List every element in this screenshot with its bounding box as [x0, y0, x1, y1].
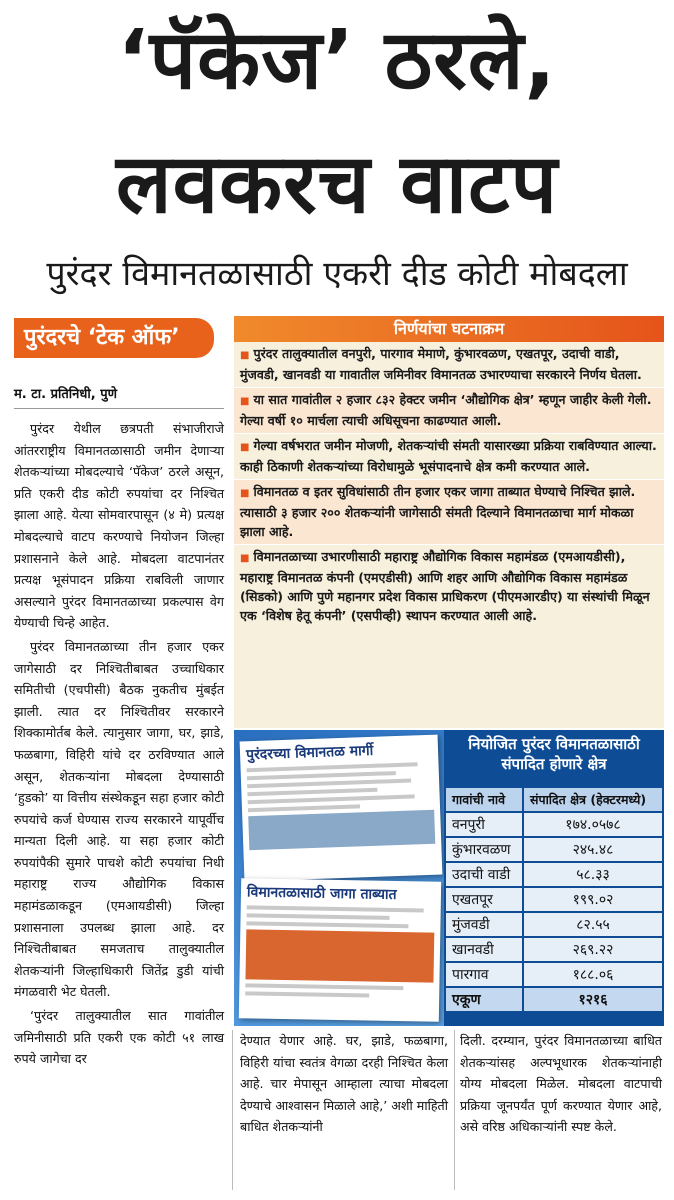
square-bullet-icon: ■ — [240, 442, 250, 453]
timeline-item-text: पुरंदर तालुक्यातील वनपुरी, पारगाव मेमाणे, कुंभारवळण, एखतपूर, उदाची वाडी, मुंजवडी, खानवडी या गावातील जमिनीवर विमानतळ उभारण्याचा सरकारने निर्णय घेतला. — [240, 346, 642, 382]
timeline-item — [234, 544, 664, 628]
table-row — [445, 937, 663, 962]
village-name: वनपुरी — [445, 812, 523, 837]
headline-line-1: ‘पॅकेज’ ठरले, — [117, 13, 557, 108]
area-value: ८२.५५ — [523, 912, 663, 937]
table-row — [445, 912, 663, 937]
square-bullet-icon: ■ — [240, 553, 250, 564]
square-bullet-icon: ■ — [240, 350, 250, 361]
area-value: १८८.०६ — [523, 962, 663, 987]
byline: म. टा. प्रतिनिधी, पुणे — [14, 384, 224, 409]
timeline-item-text: गेल्या वर्षभरात जमीन मोजणी, शेतकऱ्यांची संमती यासारख्या प्रक्रिया राबविण्यात आल्या. काही ठिकाणी शेतकऱ्यांच्या विरोधामुळे भूसंपादनाचे क्षेत्र कमी करण्यात आले. — [240, 438, 657, 474]
area-table-title: नियोजित पुरंदर विमानतळासाठी संपादित होणारे क्षेत्र — [468, 735, 640, 773]
timeline-item-text: विमानतळ व इतर सुविधांसाठी तीन हजार एकर जागा ताब्यात घेण्याचे निश्चित झाले. त्यासाठी ३ हजार २०० शेतकऱ्यांनी जागेसाठी संमती दिल्याने विमानतळाचा मार्ग मोकळा झाला आहे. — [240, 484, 636, 539]
table-row — [445, 837, 663, 862]
story-paragraph: दिली. दरम्यान, पुरंदर विमानतळाच्या बाधित शेतकऱ्यांसह अल्पभूधारक शेतकऱ्यांनाही योग्य मोबदला मिळेल. मोबदला वाटपाची प्रक्रिया जूनपर्यंत पूर्ण करण्यात येणार आहे, असे वरिष्ठ अधिकाऱ्यांनी स्पष्ट केले. — [460, 1033, 662, 1135]
table-row — [445, 962, 663, 987]
column-header-village: गावांची नावे — [445, 787, 523, 812]
village-name: कुंभारवळण — [445, 837, 523, 862]
total-value: १२१६ — [523, 987, 663, 1012]
area-table-box — [444, 730, 664, 1026]
area-table — [444, 786, 664, 1013]
area-value: २६९.२२ — [523, 937, 663, 962]
total-label: एकूण — [445, 987, 523, 1012]
story-paragraph: देण्यात येणार आहे. घर, झाडे, फळबागा, विहिरी यांचा स्वतंत्र वेगळा दरही निश्चित केला आहे. चार मेपासून आम्हाला त्याचा मोबदला देण्याचे आश्वासन मिळाले आहे,’ अशी माहिती बाधित शेतकऱ्यांनी — [240, 1033, 448, 1135]
clipping-text-lines — [241, 762, 440, 813]
story-column-right — [460, 1030, 662, 1138]
area-value: २४५.४८ — [523, 837, 663, 862]
timeline-item — [234, 479, 664, 544]
village-name: मुंजवडी — [445, 912, 523, 937]
clipping-text-lines — [240, 905, 440, 928]
square-bullet-icon: ■ — [240, 488, 250, 499]
story-paragraph: पुरंदर विमानतळाच्या तीन हजार एकर जागेसाठी दर निश्चितीबाबत उच्चाधिकार समितीची (एचपीसी) बैठक नुकतीच मुंबईत झाली. त्यात दर निश्चितीवर सरकारने शिक्कामोर्तब केले. त्यानुसार जागा, घर, झाडे, फळबागा, विहिरी यांचे दर ठरविण्यात आले असून, शेतकऱ्यांना मोबदला देण्यासाठी ‘हुडको’ या वित्तीय संस्थेकडून सहा हजार कोटी रुपयांचे कर्ज घेण्यास राज्य सरकारने यापूर्वीच मान्यता दिली आहे. या सहा हजार कोटी रुपयांपैकी सुमारे पाचशे कोटी रुपयांचा निधी महाराष्ट्र राज्य औद्योगिक विकास महामंडळाकडून (एमआयडीसी) जिल्हा प्रशासनाला उपलब्ध झाला आहे. दर निश्चितीबाबत समजताच तालुक्यातील शेतकऱ्यांनी जिल्हाधिकारी जितेंद्र डुडी यांची मंगळवारी भेट घेतली. — [14, 638, 224, 1000]
table-total-row — [445, 987, 663, 1012]
village-name: पारगाव — [445, 962, 523, 987]
story-paragraph: पुरंदर येथील छत्रपती संभाजीराजे आंतरराष्ट्रीय विमानतळासाठी जमीन देणाऱ्या शेतकऱ्यांच्या मोबदल्याचे ‘पॅकेज’ ठरले असून, प्रति एकरी दीड कोटी रुपयांचा दर निश्चित झाला आहे. येत्या सोमवारपासून (४ मे) प्रत्यक्ष मोबदल्याचे वाटप करण्याचे नियोजन जिल्हा प्रशासनाने केले आहे. मोबदला वाटपानंतर प्रत्यक्ष भूसंपादन प्रक्रिया राबविली जाणार असल्याने पुरंदर विमानतळाच्या प्रकल्पास वेग येण्याची चिन्हे आहेत. — [14, 421, 224, 631]
clipping-text-lines — [239, 983, 439, 998]
clipping-1 — [240, 735, 443, 882]
section-tag: पुरंदरचे ‘टेक ऑफ’ — [14, 318, 214, 358]
table-row — [445, 812, 663, 837]
area-value: १९९.०२ — [523, 887, 663, 912]
table-row — [445, 862, 663, 887]
story-column-left — [14, 418, 224, 1072]
village-name: उदाची वाडी — [445, 862, 523, 887]
square-bullet-icon: ■ — [240, 396, 250, 407]
timeline-box — [234, 316, 664, 728]
column-header-area: संपादित क्षेत्र (हेक्टरमध्ये) — [523, 787, 663, 812]
timeline-item-text: या सात गावांतील २ हजार ८३२ हेक्टर जमीन ‘औद्योगिक क्षेत्र’ म्हणून जाहीर केली गेली. गेल्या वर्षी १० मार्चला त्याची अधिसूचना काढण्यात आली. — [240, 392, 652, 428]
clipping-2-title: विमानतळासाठी जागा ताब्यात — [246, 884, 397, 903]
clipping-photo — [245, 929, 434, 982]
clipping-2 — [239, 878, 441, 1021]
timeline-item — [234, 387, 664, 433]
timeline-title: निर्णयांचा घटनाक्रम — [234, 316, 664, 342]
timeline-item — [234, 433, 664, 479]
table-row — [445, 887, 663, 912]
clipping-1-title: पुरंदरच्या विमानतळ मार्गी — [245, 742, 374, 764]
village-name: एखतपूर — [445, 887, 523, 912]
story-paragraph: ‘पुरंदर तालुक्यातील सात गावांतील जमिनीसाठी प्रति एकरी एक कोटी ५१ लाख रुपये जागेचा दर — [14, 1008, 224, 1067]
area-value: ५८.३३ — [523, 862, 663, 887]
story-column-middle — [240, 1030, 448, 1138]
newspaper-clippings-image — [234, 730, 444, 1026]
village-name: खानवडी — [445, 937, 523, 962]
subheadline: पुरंदर विमानतळासाठी एकरी दीड कोटी मोबदला — [46, 254, 628, 294]
area-value: १७४.०५७८ — [523, 812, 663, 837]
headline-line-2: लवकरच वाटप — [115, 137, 559, 232]
timeline-item-text: विमानतळाच्या उभारणीसाठी महाराष्ट्र औद्योगिक विकास महामंडळ (एमआयडीसी), महाराष्ट्र विमानतळ कंपनी (एमएडीसी) आणि शहर आणि औद्योगिक विकास महामंडळ (सिडको) आणि पुणे महानगर प्रदेश विकास प्राधिकरण (पीएमआरडीए) या संस्थांची मिळून एक ‘विशेष हेतू कंपनी’ (एसपीव्ही) स्थापन करण्यात आली आहे. — [240, 549, 650, 623]
column-divider — [454, 1030, 455, 1190]
table-header-row — [445, 787, 663, 812]
clipping-photo — [248, 810, 435, 850]
column-divider — [232, 1030, 233, 1190]
timeline-item — [234, 342, 664, 387]
